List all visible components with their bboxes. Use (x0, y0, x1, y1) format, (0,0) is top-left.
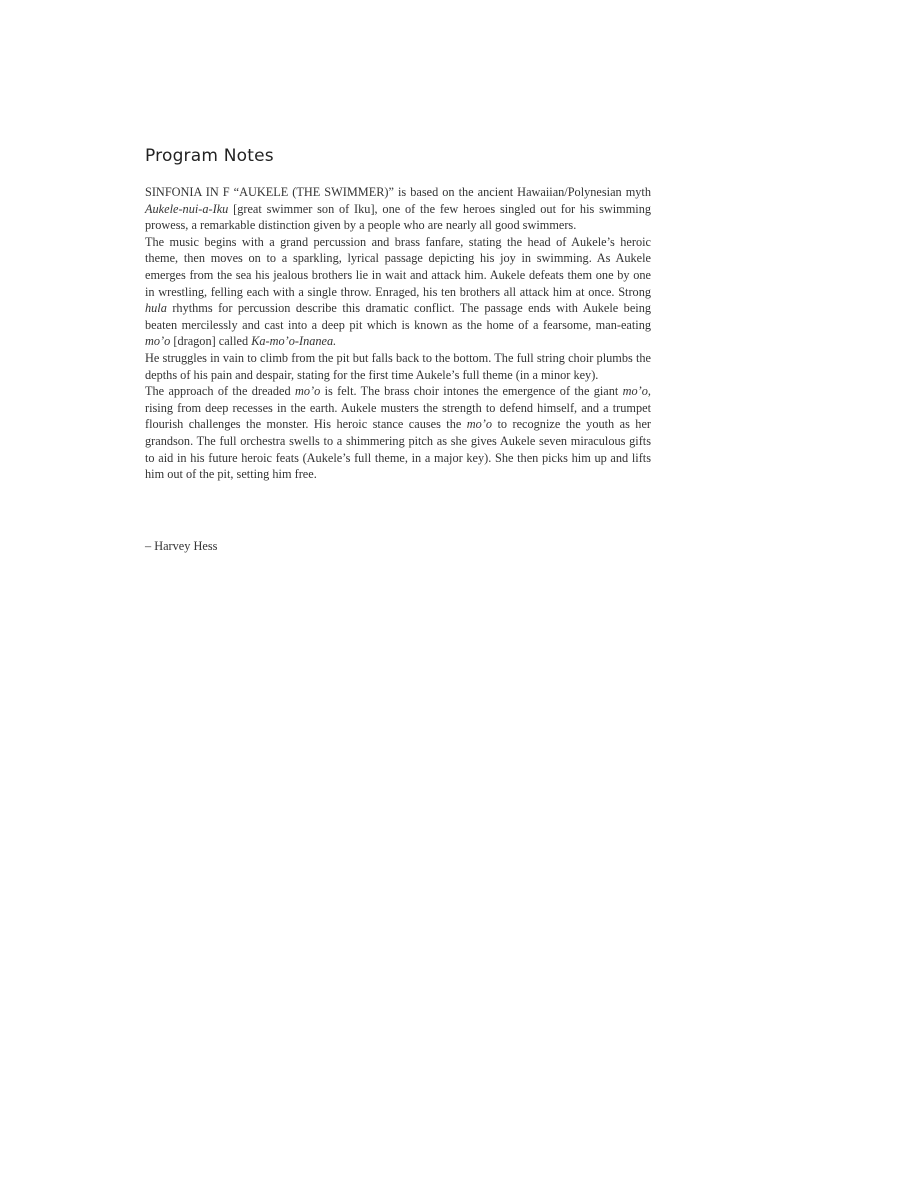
italic-term: mo’o (622, 384, 648, 399)
text-run: He struggles in vain to climb from the pit but falls back to the bottom. The full string choir plumbs the depths of his pain and despair, stating for the first time Aukele’s full theme (in a minor key). (145, 350, 651, 382)
text-run: [great swimmer son of Iku], one of the few heroes singled out for his swimming prowess, a remarkable distinction given by a people who are nearly all good swimmers. (145, 201, 651, 233)
author-credit: – Harvey Hess (145, 539, 218, 553)
text-run: to recognize the youth as her grandson. The full orchestra swells to a shimmering pitch as she gives Aukele seven miraculous gifts to aid in his future heroic feats (Aukele’s full theme, in a major key). She then picks him up and lifts him out of the pit, setting him free. (145, 417, 651, 482)
italic-term: mo’o (466, 417, 493, 432)
page-title: Program Notes (145, 146, 274, 166)
paragraph-3 (145, 350, 651, 383)
italic-term: hula (145, 301, 167, 316)
program-notes-body (145, 184, 651, 483)
text-run: [dragon] called (170, 334, 252, 349)
text-run: , rising from deep recesses in the earth. Aukele musters the strength to defend himself, and a trumpet flourish challenges the monster. His heroic stance causes the (145, 384, 651, 432)
text-run: is felt. The brass choir intones the emergence of the giant (320, 384, 623, 399)
text-run: The music begins with a grand percussion and brass fanfare, stating the head of Aukele’s heroic theme, then moves on to a sparkling, lyrical passage depicting his joy in swimming. As Aukele emerges from the sea his jealous brothers lie in wait and attack him. Aukele defeats them one by one in wrestling, felling each with a single throw. Enraged, his ten brothers all attack him at once. Strong (145, 234, 651, 299)
paragraph-1 (145, 184, 651, 234)
paragraph-4 (145, 383, 651, 483)
text-run: SINFONIA IN F “AUKELE (THE SWIMMER)” is based on the ancient Hawaiian/Polynesian myth (145, 185, 651, 199)
paragraph-2 (145, 234, 651, 350)
italic-term: Ka-mo’o-Inanea. (251, 334, 337, 349)
text-run: rhythms for percussion describe this dramatic conflict. The passage ends with Aukele being beaten mercilessly and cast into a deep pit which is known as the home of a fearsome, man-eating (145, 301, 651, 332)
italic-term: Aukele-nui-a-Iku (145, 201, 229, 216)
italic-term: mo’o (145, 334, 171, 349)
text-run: The approach of the dreaded (145, 384, 295, 399)
italic-term: mo’o (294, 384, 321, 399)
